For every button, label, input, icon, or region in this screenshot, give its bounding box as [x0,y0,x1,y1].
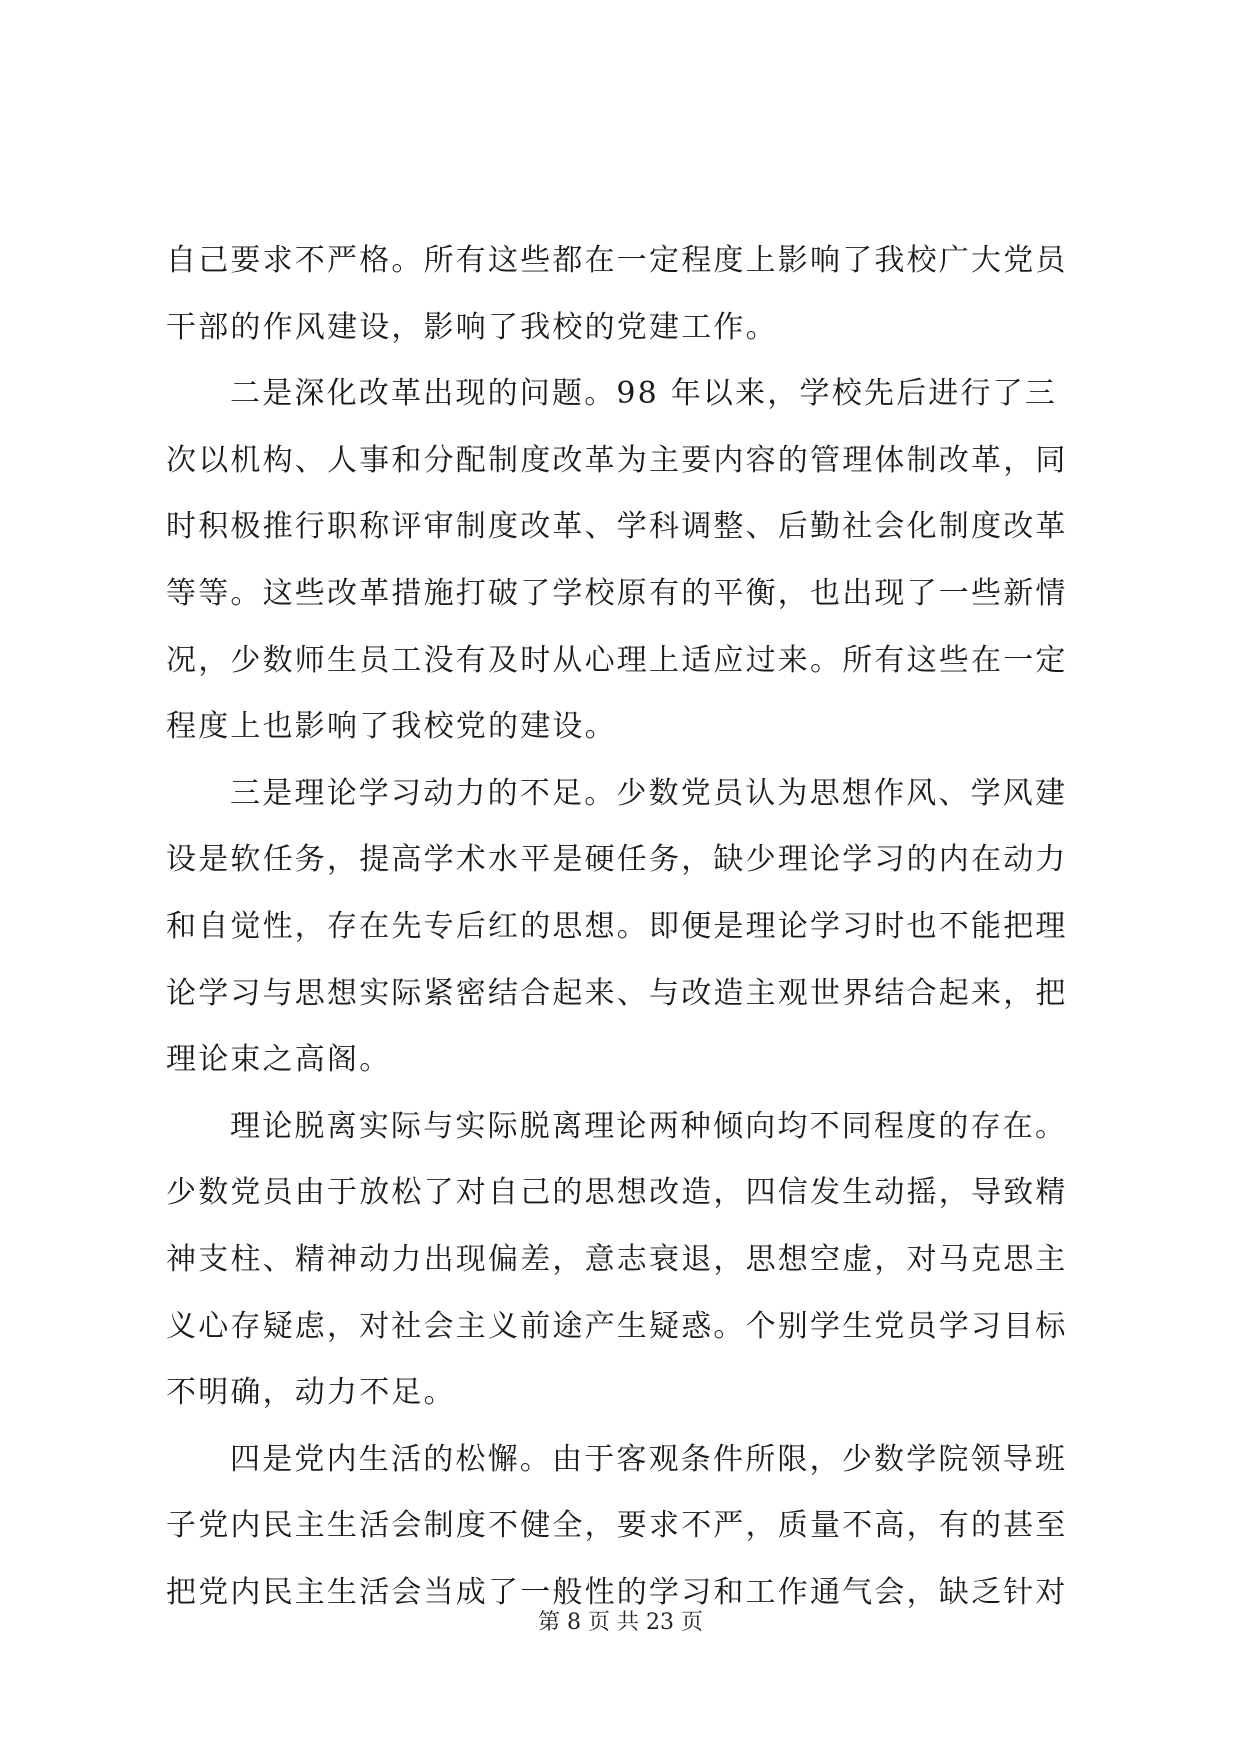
text-line: 不明确，动力不足。 [166,1375,456,1411]
text-line: 况，少数师生员工没有及时从心理上适应过来。所有这些在一定 [166,642,1068,678]
page-footer: 第 8 页 共 23 页 [538,1610,703,1635]
text-line: 自己要求不严格。所有这些都在一定程度上影响了我校广大党员 [166,243,1068,278]
text-line: 义心存疑虑，对社会主义前途产生疑惑。个别学生党员学习目标 [166,1308,1068,1344]
text-line: 程度上也影响了我校党的建设。 [166,709,617,745]
text-line: 设是软任务，提高学术水平是硬任务，缺少理论学习的内在动力 [166,842,1068,878]
text-line: 三是理论学习动力的不足。少数党员认为思想作风、学风建 [230,775,1068,811]
text-line: 次以机构、人事和分配制度改革为主要内容的管理体制改革，同 [166,442,1068,478]
text-line: 四是党内生活的松懈。由于客观条件所限，少数学院领导班 [230,1441,1068,1477]
document-body [166,228,1082,1626]
text-line: 子党内民主生活会制度不健全，要求不严，质量不高，有的甚至 [166,1508,1068,1544]
text-line: 神支柱、精神动力出现偏差，意志衰退，思想空虚，对马克思主 [166,1241,1068,1277]
text-line: 和自觉性，存在先专后红的思想。即便是理论学习时也不能把理 [166,908,1068,944]
text-line: 理论束之高阁。 [166,1042,392,1078]
text-line: 论学习与思想实际紧密结合起来、与改造主观世界结合起来，把 [166,975,1068,1011]
text-line: 少数党员由于放松了对自己的思想改造，四信发生动摇，导致精 [166,1175,1068,1211]
text-line: 二是深化改革出现的问题。98 年以来，学校先后进行了三 [230,376,1058,412]
text-line: 时积极推行职称评审制度改革、学科调整、后勤社会化制度改革 [166,509,1068,545]
text-lines [166,228,1082,1626]
text-line: 理论脱离实际与实际脱离理论两种倾向均不同程度的存在。 [230,1108,1068,1144]
text-line: 把党内民主生活会当成了一般性的学习和工作通气会，缺乏针对 [166,1574,1068,1610]
text-line: 干部的作风建设，影响了我校的党建工作。 [166,309,778,345]
text-line: 等等。这些改革措施打破了学校原有的平衡，也出现了一些新情 [166,575,1068,611]
